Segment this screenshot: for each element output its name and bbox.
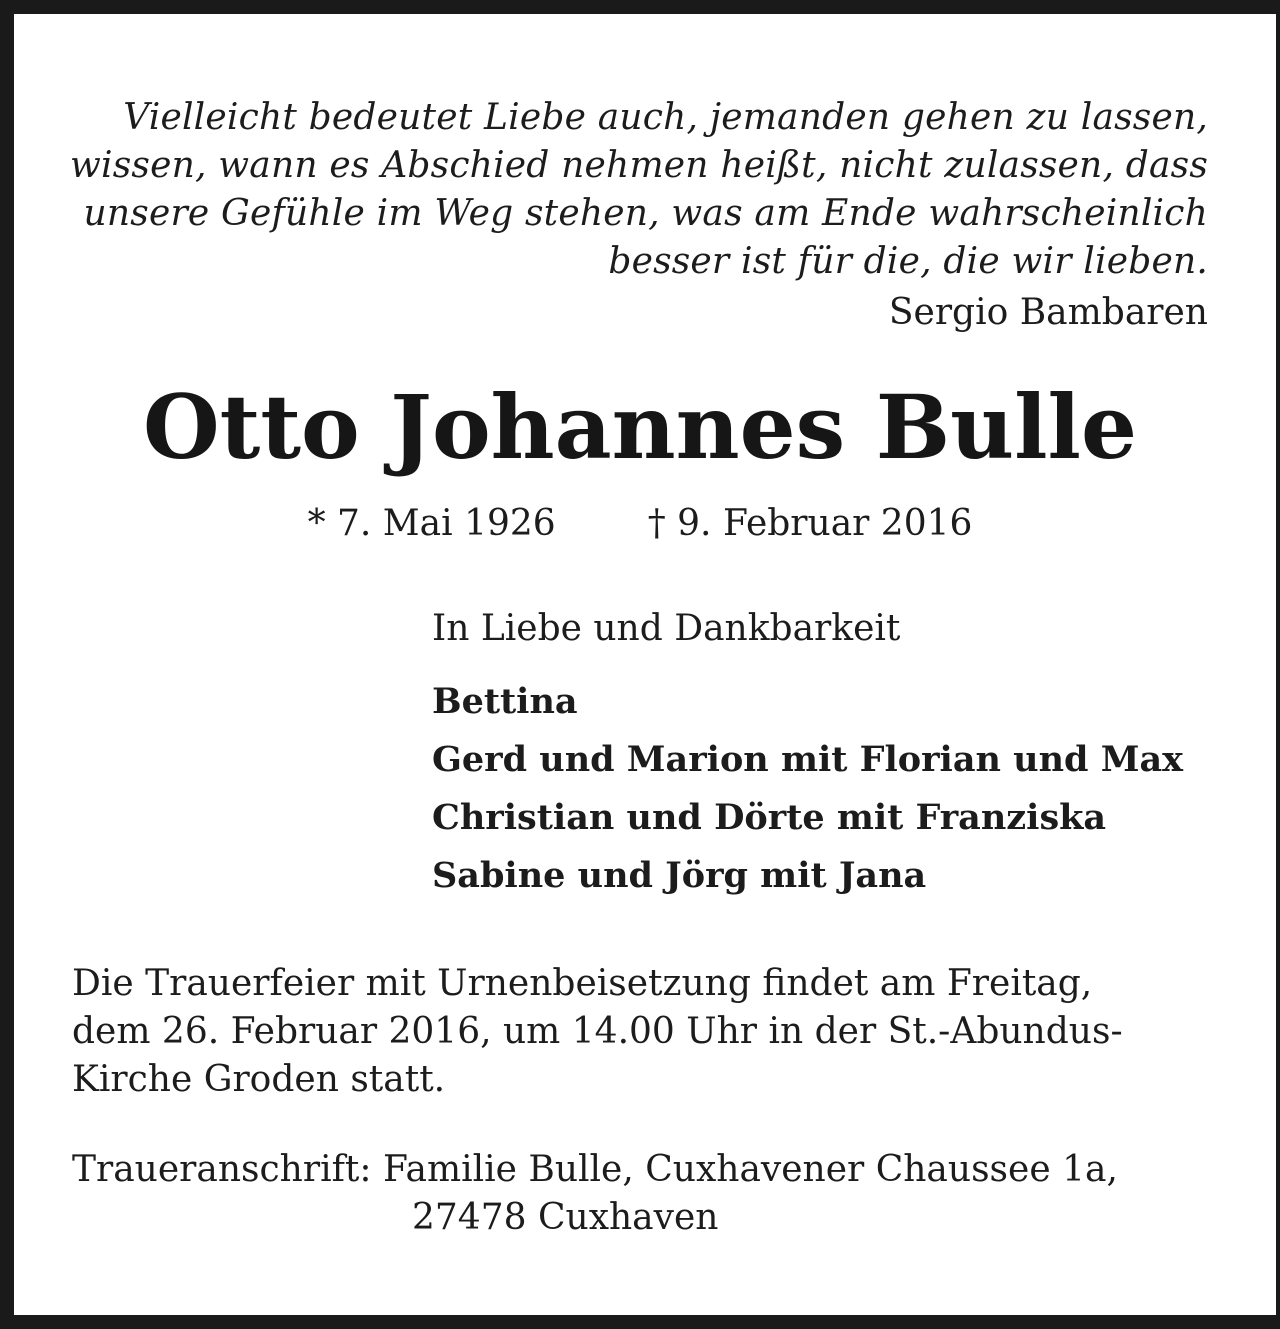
funeral-service-notice <box>72 960 1212 1104</box>
family-member: Gerd und Marion mit Florian und Max <box>432 739 1183 780</box>
quote-line: besser ist für die, die wir lieben. <box>608 241 1208 282</box>
address-line-2: 27478 Cuxhaven <box>412 1197 719 1238</box>
address-line-1: Traueranschrift: Familie Bulle, Cuxhavener Chaussee 1a, <box>72 1149 1118 1190</box>
death-date: † 9. Februar 2016 <box>647 503 973 544</box>
family-member: Sabine und Jörg mit Jana <box>432 855 927 896</box>
family-member: Christian und Dörte mit Franziska <box>432 797 1107 838</box>
birth-date: * 7. Mai 1926 <box>307 503 556 544</box>
service-line: dem 26. Februar 2016, um 14.00 Uhr in der St.-Abundus- <box>72 1011 1123 1052</box>
quote-line: Vielleicht bedeutet Liebe auch, jemanden gehen zu lassen, <box>123 97 1208 138</box>
quote-author: Sergio Bambaren <box>888 292 1208 333</box>
quote-line: unsere Gefühle im Weg stehen, was am Ende wahrscheinlich <box>83 193 1208 234</box>
family-section <box>432 605 1232 905</box>
service-line: Kirche Groden statt. <box>72 1059 446 1100</box>
deceased-name: Otto Johannes Bulle <box>143 375 1137 479</box>
life-dates <box>0 500 1280 548</box>
mourning-address <box>72 1146 1212 1242</box>
service-line: Die Trauerfeier mit Urnenbeisetzung findet am Freitag, <box>72 963 1093 1004</box>
memorial-quote <box>68 94 1208 286</box>
family-member: Bettina <box>432 681 578 722</box>
family-greeting: In Liebe und Dankbarkeit <box>432 608 901 649</box>
quote-line: wissen, wann es Abschied nehmen heißt, nicht zulassen, dass <box>70 145 1208 186</box>
